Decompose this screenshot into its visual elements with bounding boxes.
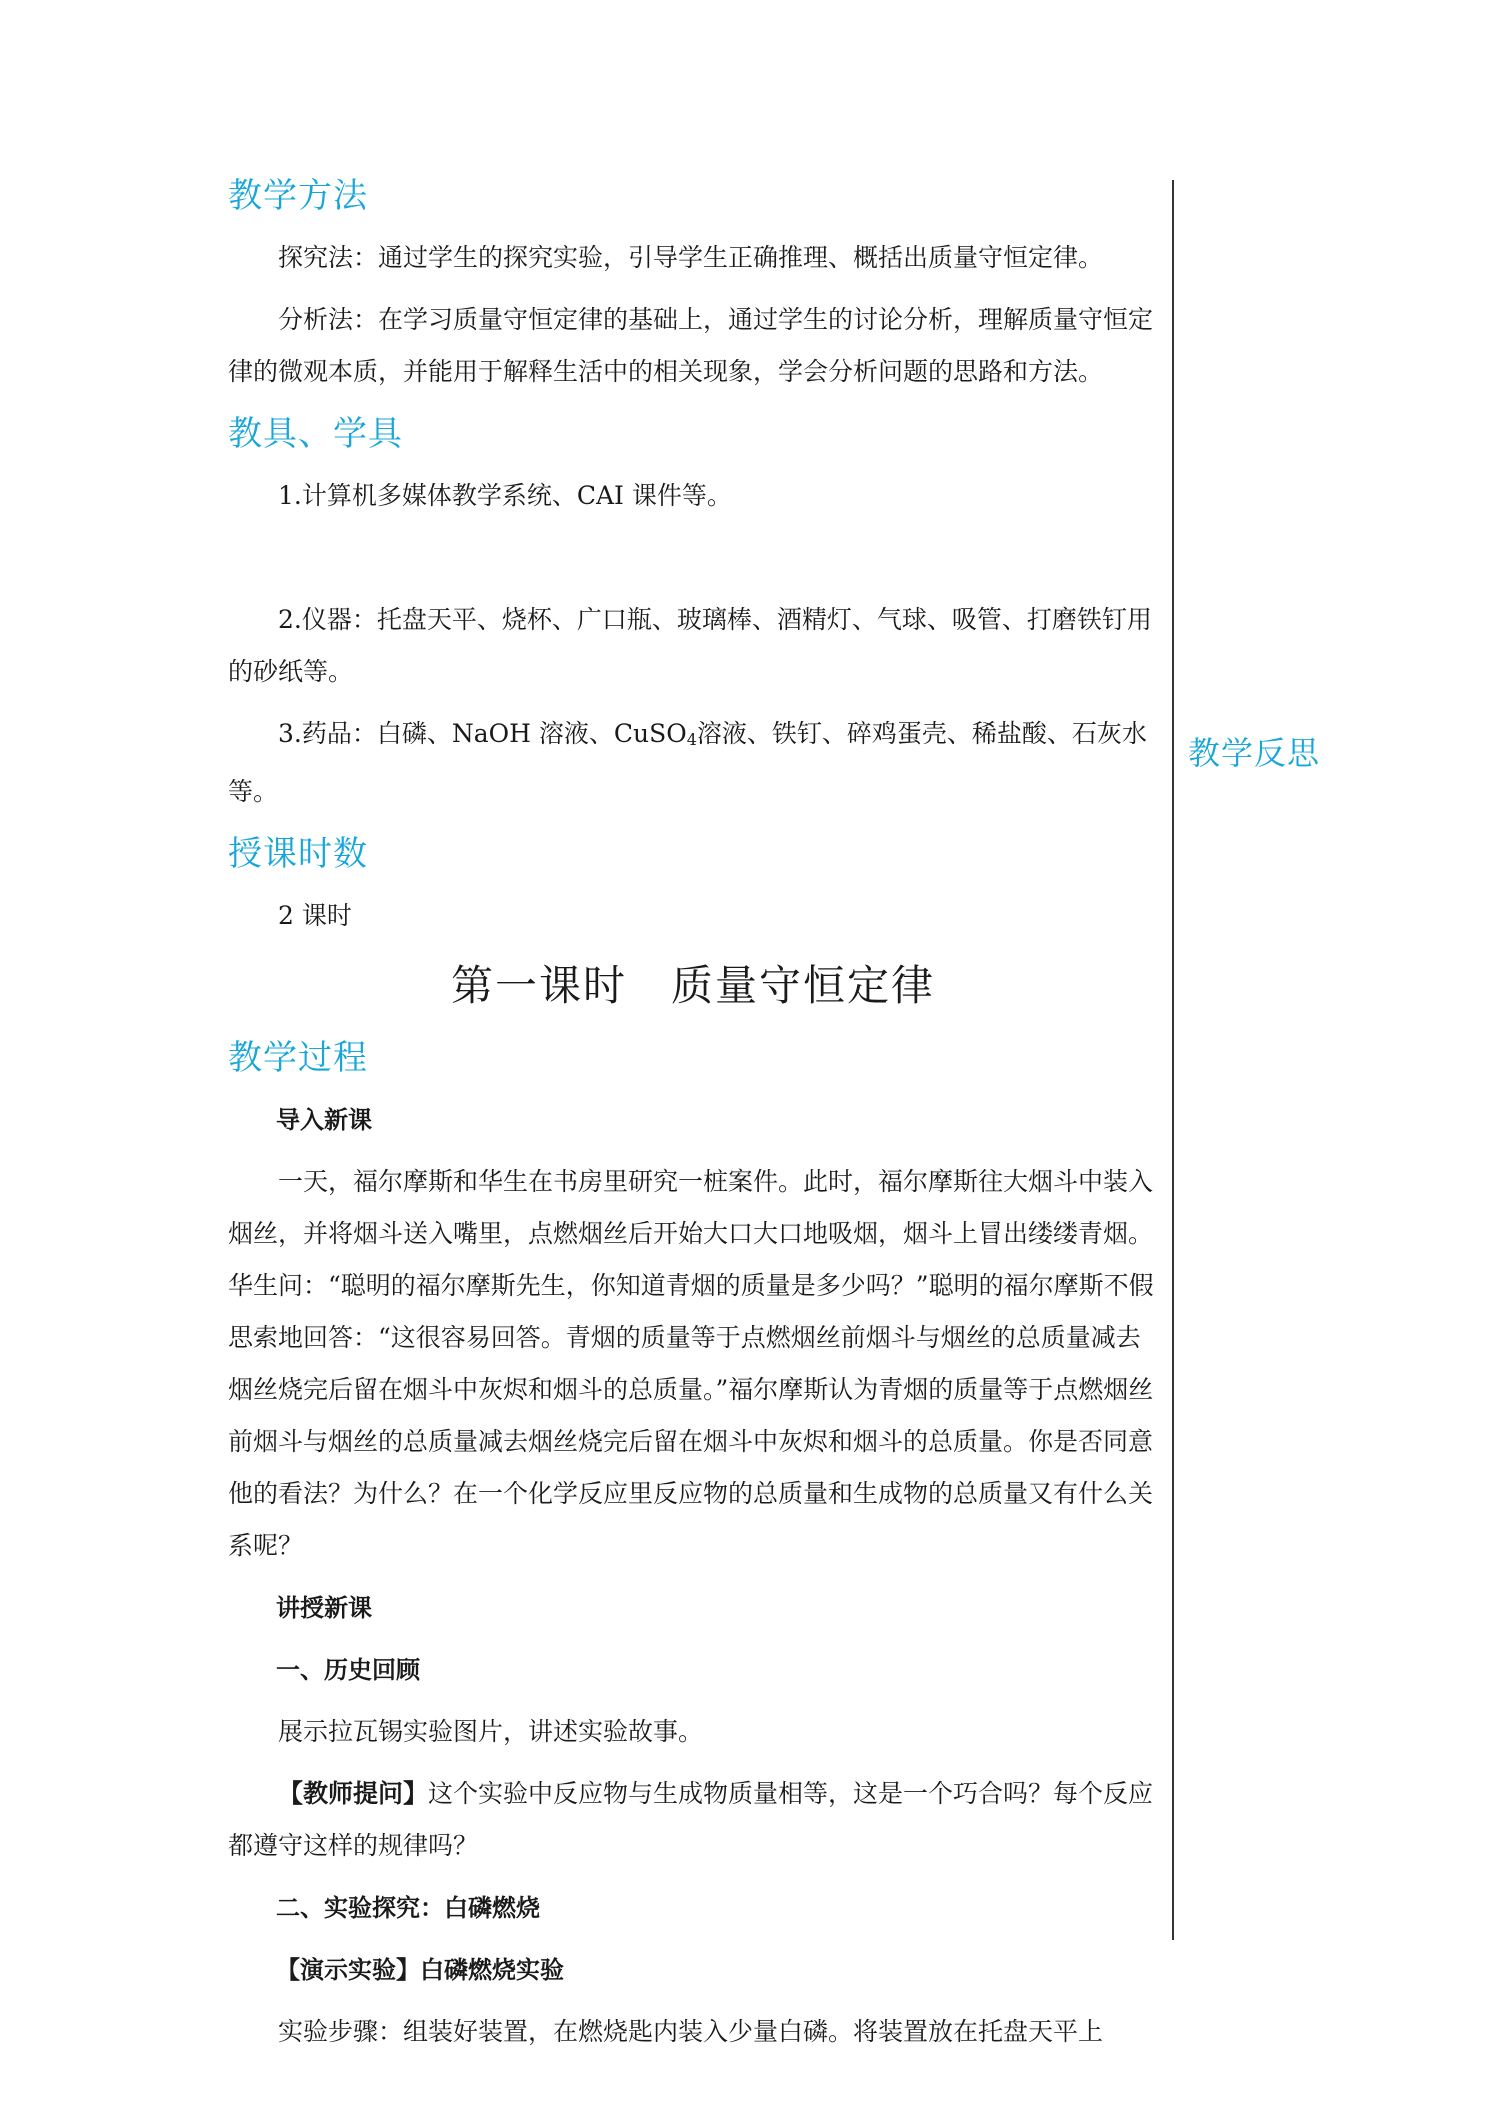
demo-tag: 【演示实验】 [276, 1956, 420, 1984]
document-body [228, 170, 1158, 2068]
hours-heading: 授课时数 [228, 834, 368, 874]
intro-label: 导入新课 [276, 1106, 372, 1134]
section-1-text: 展示拉瓦锡实验图片，讲述实验故事。 [278, 1717, 704, 1746]
hours-value: 2 课时 [278, 901, 352, 930]
lesson-title: 第一课时 质量守恒定律 [450, 961, 935, 1010]
blank-line [228, 532, 1158, 584]
tools-item-3-post: 溶液、铁钉、碎鸡蛋壳、稀盐酸、石灰水等。 [228, 719, 1147, 806]
methods-paragraph-1: 探究法：通过学生的探究实验，引导学生正确推理、概括出质量守恒定律。 [278, 243, 1104, 272]
section-1-title: 一、历史回顾 [276, 1656, 420, 1684]
process-heading: 教学过程 [228, 1038, 368, 1078]
margin-divider-line [1172, 180, 1174, 1940]
section-2-title: 二、实验探究：白磷燃烧 [276, 1894, 540, 1922]
demo-experiment [228, 1944, 1158, 1996]
tools-heading: 教具、学具 [228, 414, 403, 454]
experiment-steps: 实验步骤：组装好装置，在燃烧匙内装入少量白磷。将装置放在托盘天平上 [278, 2017, 1104, 2046]
tools-item-3 [228, 708, 1158, 818]
tools-item-1: 1.计算机多媒体教学系统、CAI 课件等。 [278, 481, 732, 510]
teacher-question [228, 1768, 1158, 1872]
new-lesson-label: 讲授新课 [276, 1594, 372, 1622]
intro-text: 一天，福尔摩斯和华生在书房里研究一桩案件。此时，福尔摩斯往大烟斗中装入烟丝，并将烟斗送入嘴里，点燃烟丝后开始大口大口地吸烟，烟斗上冒出缕缕青烟。华生问：“聪明的福尔摩斯先生，你知道青烟的质量是多少吗？”聪明的福尔摩斯不假思索地回答：“这很容易回答。青烟的质量等于点燃烟丝前烟斗与烟丝的总质量减去烟丝烧完后留在烟斗中灰烬和烟斗的总质量。”福尔摩斯认为青烟的质量等于点燃烟丝前烟斗与烟丝的总质量减去烟丝烧完后留在烟斗中灰烬和烟斗的总质量。你是否同意他的看法？为什么？在一个化学反应里反应物的总质量和生成物的总质量又有什么关系呢？ [228, 1167, 1154, 1560]
reflection-heading: 教学反思 [1188, 734, 1321, 772]
teacher-question-tag: 【教师提问】 [278, 1779, 429, 1808]
methods-paragraph-2: 分析法：在学习质量守恒定律的基础上，通过学生的讨论分析，理解质量守恒定律的微观本质，并能用于解释生活中的相关现象，学会分析问题的思路和方法。 [228, 305, 1154, 386]
demo-text: 白磷燃烧实验 [420, 1956, 564, 1984]
tools-item-3-subscript: 4 [686, 730, 697, 749]
tools-item-3-pre: 3.药品：白磷、NaOH 溶液、CuSO [278, 719, 687, 748]
teacher-question-text: 这个实验中反应物与生成物质量相等，这是一个巧合吗？每个反应都遵守这样的规律吗？ [228, 1779, 1154, 1860]
tools-item-2: 2.仪器：托盘天平、烧杯、广口瓶、玻璃棒、酒精灯、气球、吸管、打磨铁钉用的砂纸等。 [228, 605, 1152, 686]
methods-heading: 教学方法 [228, 176, 368, 216]
